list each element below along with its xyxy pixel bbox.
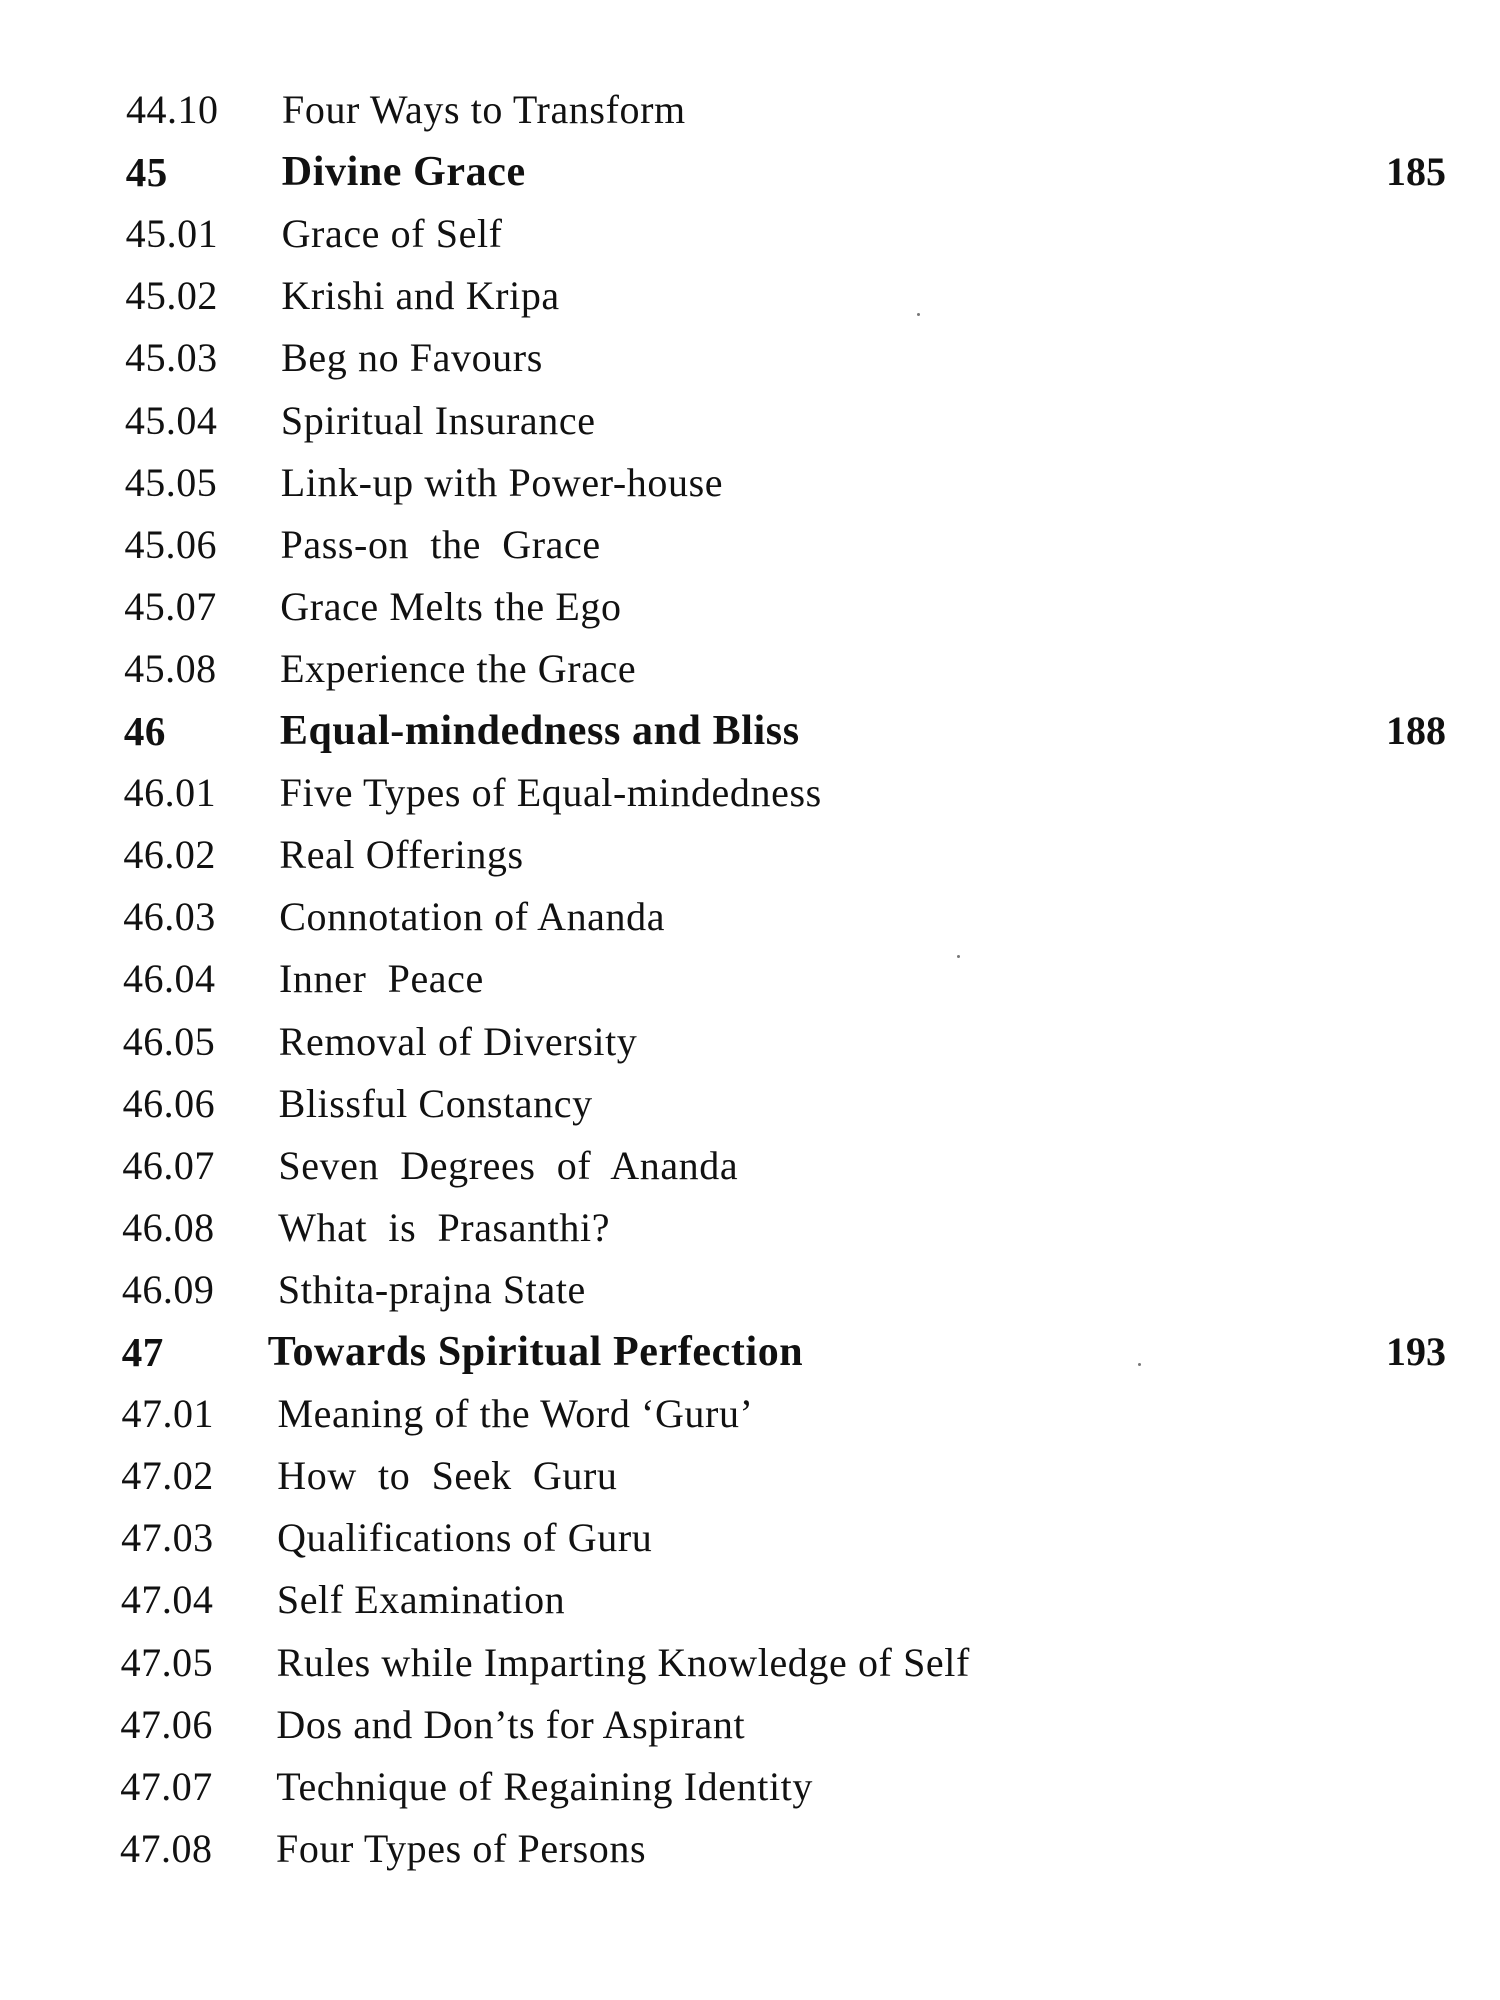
toc-entry-title: Equal-mindedness and Bliss: [279, 708, 800, 754]
toc-entry-number: 45.07: [124, 583, 217, 629]
toc-entry-title: Blissful Constancy: [278, 1080, 593, 1126]
toc-page-number: 193: [1386, 1329, 1446, 1374]
toc-entry-title: Divine Grace: [281, 149, 526, 196]
toc-section-row: [0, 824, 1500, 886]
toc-entry-title: Self Examination: [276, 1577, 566, 1623]
toc-section-row: [0, 1632, 1500, 1694]
toc-section-row: [0, 79, 1500, 141]
toc-entry-number: 47.08: [120, 1825, 213, 1871]
toc-section-row: [0, 452, 1500, 514]
toc-entry-number: 47.05: [120, 1639, 214, 1685]
toc-entry-title: Inner Peace: [279, 956, 484, 1002]
toc-entry-title: Rules while Imparting Knowledge of Self: [276, 1639, 970, 1685]
toc-section-row: [0, 762, 1500, 824]
toc-page-number: 188: [1386, 708, 1446, 753]
scan-speck: [917, 313, 920, 316]
toc-entry-number: 47.01: [121, 1391, 214, 1437]
toc-entry-number: 47.04: [120, 1577, 214, 1623]
toc-entry-title: Grace of Self: [281, 211, 503, 257]
toc-entry-number: 47.06: [120, 1701, 213, 1747]
toc-entry-title: Five Types of Equal-mindedness: [279, 770, 822, 816]
toc-entry-title: Four Types of Persons: [276, 1825, 647, 1871]
toc-entry-number: 45.01: [125, 211, 219, 257]
toc-chapter-row: [0, 141, 1500, 203]
toc-entry-number: 46.04: [123, 956, 216, 1002]
toc-chapter-row: [0, 700, 1500, 762]
toc-section-row: [0, 1445, 1500, 1507]
toc-chapter-row: [0, 1321, 1500, 1383]
toc-entry-title: Spiritual Insurance: [280, 397, 596, 443]
toc-entry-title: Real Offerings: [279, 832, 524, 878]
toc-section-row: [0, 638, 1500, 700]
toc-section-row: [0, 1818, 1500, 1880]
toc-entry-title: Krishi and Kripa: [281, 273, 560, 319]
toc-entry-number: 46.03: [123, 894, 216, 940]
toc-entry-title: Four Ways to Transform: [282, 87, 686, 132]
toc-section-row: [0, 1694, 1500, 1756]
toc-section-row: [0, 1383, 1500, 1445]
toc-entry-number: 45.02: [125, 273, 218, 319]
toc-entry-title: What is Prasanthi?: [278, 1204, 611, 1250]
toc-section-row: [0, 1259, 1500, 1321]
toc-entry-number: 47: [121, 1329, 164, 1375]
toc-entry-title: Meaning of the Word ‘Guru’: [277, 1391, 754, 1437]
toc-section-row: [0, 576, 1500, 638]
toc-entry-number: 45.04: [124, 397, 218, 443]
toc-entry-number: 46: [123, 708, 166, 754]
toc-entry-number: 45.08: [124, 645, 217, 691]
toc-entry-number: 47.07: [120, 1763, 213, 1809]
toc-entry-number: 45: [125, 149, 168, 196]
toc-section-row: [0, 1569, 1500, 1631]
toc-entry-title: Qualifications of Guru: [277, 1515, 653, 1561]
toc-section-row: [0, 886, 1500, 948]
toc-section-row: [0, 1073, 1500, 1135]
toc-section-row: [0, 948, 1500, 1010]
toc-section-row: [0, 1011, 1500, 1073]
toc-entry-number: 45.03: [125, 335, 218, 381]
toc-entry-number: 47.03: [121, 1515, 214, 1561]
toc-section-row: [0, 203, 1500, 265]
toc-entry-number: 47.02: [121, 1453, 214, 1499]
toc-entry-title: Experience the Grace: [280, 645, 637, 691]
toc-section-row: [0, 327, 1500, 389]
toc-entry-title: Link-up with Power-house: [280, 459, 724, 505]
toc-entry-title: Removal of Diversity: [278, 1018, 638, 1064]
toc-entry-title: How to Seek Guru: [277, 1453, 618, 1499]
toc-entry-title: Pass-on the Grace: [280, 521, 601, 567]
toc-page-number: 185: [1386, 149, 1446, 195]
toc-entry-title: Connotation of Ananda: [279, 894, 666, 940]
scan-speck: [1138, 1363, 1141, 1366]
toc-entry-title: Technique of Regaining Identity: [276, 1763, 813, 1809]
toc-section-row: [0, 1135, 1500, 1197]
toc-section-row: [0, 1507, 1500, 1569]
toc-entry-number: 46.09: [121, 1266, 215, 1312]
toc-entry-title: Dos and Don’ts for Aspirant: [276, 1701, 746, 1747]
toc-entry-number: 46.02: [123, 832, 216, 878]
toc-entry-title: Towards Spiritual Perfection: [267, 1329, 804, 1375]
toc-entry-title: Beg no Favours: [281, 335, 543, 381]
toc-entry-number: 45.06: [124, 521, 217, 567]
toc-entry-number: 46.06: [122, 1080, 216, 1126]
toc-section-row: [0, 1197, 1500, 1259]
toc-entry-number: 45.05: [124, 459, 218, 505]
toc-section-row: [0, 514, 1500, 576]
toc-section-row: [0, 265, 1500, 327]
toc-section-row: [0, 1756, 1500, 1818]
toc-entry-title: Seven Degrees of Ananda: [278, 1142, 739, 1188]
toc-entry-number: 46.07: [122, 1142, 215, 1188]
toc-entry-number: 46.05: [122, 1018, 216, 1064]
toc-section-row: [0, 390, 1500, 452]
toc-entry-number: 46.01: [123, 770, 217, 816]
toc-entry-number: 44.10: [126, 87, 219, 132]
scan-speck: [957, 955, 960, 958]
toc-entry-number: 46.08: [122, 1204, 215, 1250]
toc-entry-title: Grace Melts the Ego: [280, 583, 622, 629]
toc-entry-title: Sthita-prajna State: [277, 1266, 586, 1312]
